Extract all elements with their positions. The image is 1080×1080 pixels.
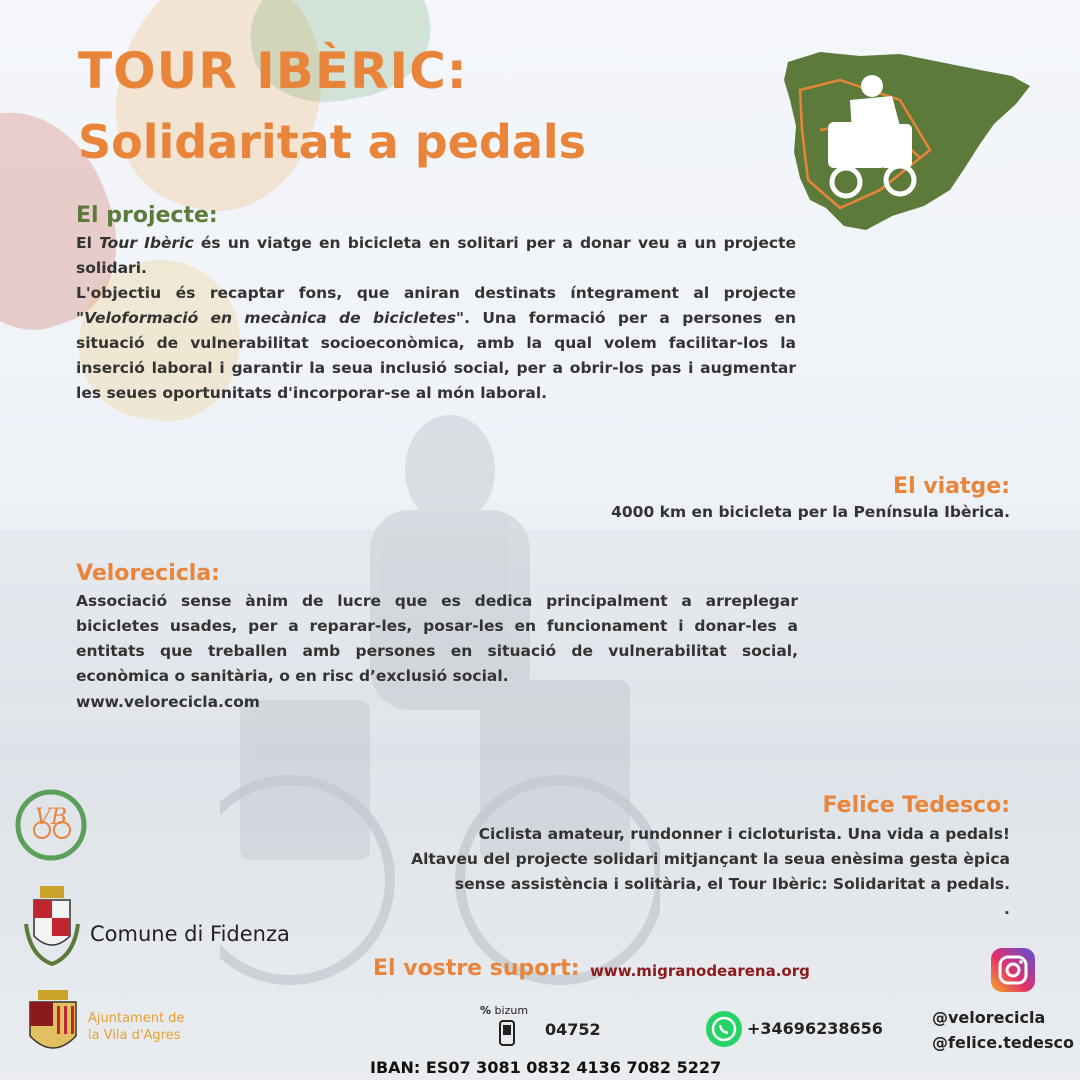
projecte-p2-rest: ". Una formació per a persones en situació de vulnerabilitat socioeconòmica, amb la qual volem facilitar-los la inserció laboral i garantir la seua inclusió social, per a obrir-los pas i augmentar les seues oportunitats d'incorporar-se al món laboral. [76,309,796,402]
social-handle-velorecicla[interactable]: @velorecicla [932,1008,1046,1027]
suport-url-link[interactable]: www.migranodearena.org [590,962,810,980]
felice-heading: Felice Tedesco: [822,793,1010,818]
phone-icon [497,1020,517,1046]
projecte-heading: El projecte: [76,203,218,228]
page-subtitle: Solidaritat a pedals [78,115,587,169]
velorecicla-logo [12,786,90,864]
agres-coat-of-arms-icon [26,988,80,1060]
agres-label-line2: la Vila d'Agres [88,1028,181,1043]
logo-text: VB [34,805,68,830]
page-title: TOUR IBÈRIC: [78,42,468,100]
bizum-logo [480,1004,528,1017]
projecte-p2-em: Veloformació en mecànica de bicicletes [84,309,457,327]
bizum-code: 04752 [545,1020,601,1039]
agres-label-line1: Ajuntament de [88,1011,185,1026]
felice-line-2: Altaveu del projecte solidari mitjançant la seua enèsima gesta èpica [411,850,1010,868]
projecte-p1-em: Tour Ibèric [99,234,194,252]
velorecicla-text: Associació sense ànim de lucre que es dedica principalment a arreplegar bicicletes usades, per a reparar-les, posar-les en funcionament i donar-les a entitats que treballen amb persones en situació de vulnerabilitat social, econòmica o sanitària, o en risc d’exclusió social. [76,592,798,685]
social-handle-felice[interactable]: @felice.tedesco [932,1033,1074,1052]
viatge-text: 4000 km en bicicleta per la Península Ibèrica. [611,503,1010,521]
agres-label [88,1010,184,1044]
iban-text: IBAN: ES07 3081 0832 4136 7082 5227 [370,1058,722,1077]
social-handles [932,1005,1074,1055]
projecte-text [76,231,796,406]
suport-heading: El vostre suport: [373,956,580,981]
bizum-icon: % [480,1004,492,1017]
felice-line-1: Ciclista amateur, rundonner i cicloturista. Una vida a pedals! [478,825,1010,843]
velorecicla-heading: Velorecicla: [76,561,220,586]
instagram-icon[interactable] [990,947,1036,993]
projecte-p2-lead: L'objectiu és recaptar fons, que aniran destinats íntegrament al projecte " [76,284,796,327]
iberia-map-icon [780,40,1038,235]
whatsapp-icon [705,1010,743,1048]
felice-dot: . [1004,900,1010,918]
bizum-label: bizum [494,1004,529,1017]
fidenza-label: Comune di Fidenza [90,922,290,946]
felice-line-3: sense assistència i solitària, el Tour Ibèric: Solidaritat a pedals. [454,875,1010,893]
viatge-heading: El viatge: [893,474,1010,499]
velorecicla-url-link[interactable]: www.velorecicla.com [76,693,260,711]
fidenza-coat-of-arms-icon [20,884,84,970]
projecte-p1-lead: El [76,234,100,252]
whatsapp-number: +34696238656 [747,1019,883,1038]
projecte-p1-rest: és un viatge en bicicleta en solitari per a donar veu a un projecte solidari. [76,234,796,277]
